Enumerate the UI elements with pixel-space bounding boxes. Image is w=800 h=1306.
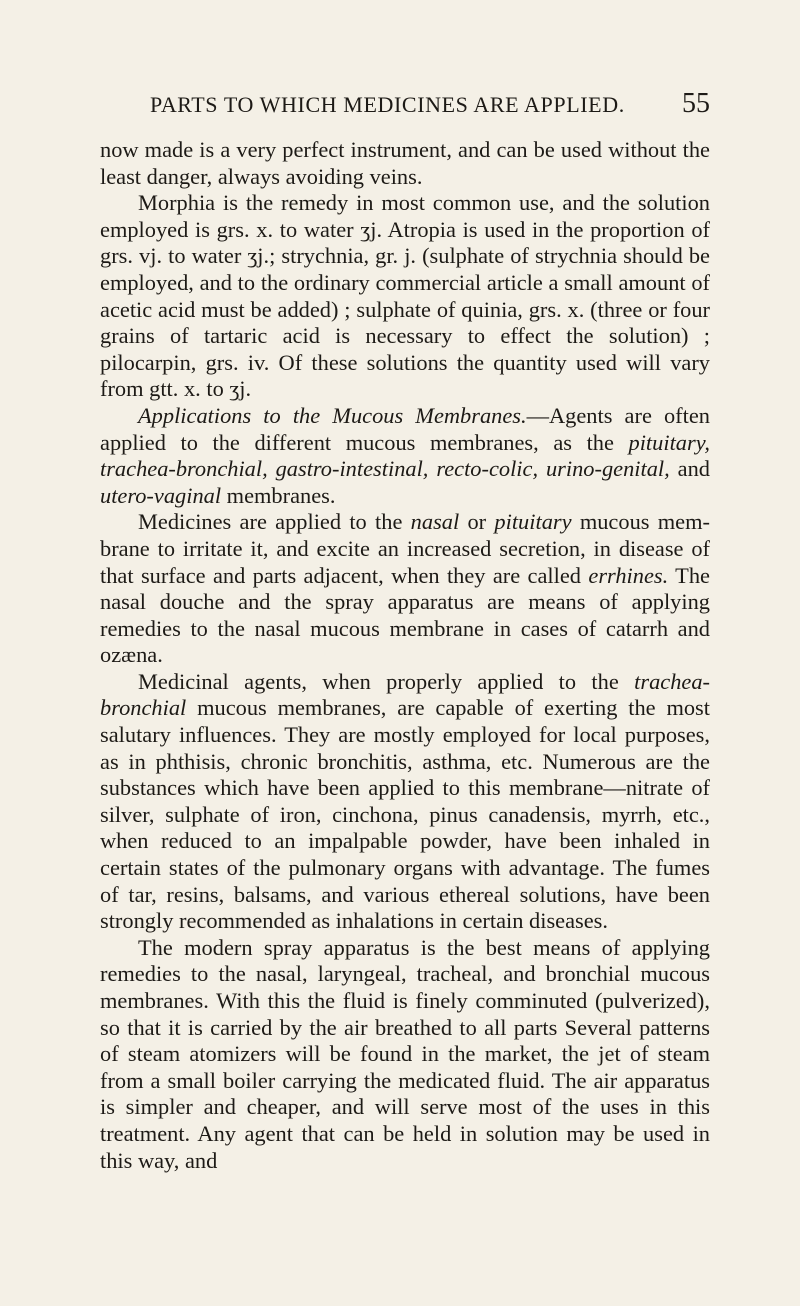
- italic-text: nasal: [410, 509, 460, 535]
- body-text: [100, 137, 710, 1174]
- paragraph: [100, 509, 710, 669]
- italic-text: pituitary,: [628, 429, 710, 455]
- italic-text: errhines.: [588, 562, 669, 588]
- page-number: 55: [682, 88, 710, 119]
- paragraph: [100, 669, 710, 935]
- text-run: —Agents are often applied to the different mucous membranes, as the: [100, 402, 710, 455]
- paragraph: [100, 190, 710, 403]
- paragraph: [100, 935, 710, 1174]
- text-run: mucous membrane to irritate it, and excite an increased secretion, in disease of that surface and parts adjacent, when they are called: [100, 509, 710, 588]
- text-run: The nasal douche and the spray apparatus are means of applying remedies to the nasal mucous membrane in cases of catarrh and ozæna.: [100, 562, 710, 668]
- text-run: mucous membranes, are capable of exerting the most salutary influences. They are mostly employed for local purposes, as in phthisis, chronic bronchitis, asthma, etc. Numerous are the substances which have been applied to this membrane—nitrate of silver, sulphate of iron, cinchona, pinus canadensis, myrrh, etc., when reduced to an impalpable powder, have been inhaled in certain states of the pulmonary organs with advantage. The fumes of tar, resins, balsams, and various ethereal solutions, have been strongly recommended as inhalations in certain diseases.: [100, 695, 710, 934]
- text-run: The modern spray apparatus is the best means of applying remedies to the nasal, laryngeal, tracheal, and bronchial mucous membranes. With this the fluid is finely comminuted (pulverized), so that it is carried by the air breathed to all parts Several patterns of steam atomizers will be found in the market, the jet of steam from a small boiler carrying the medicated fluid. The air apparatus is simpler and cheaper, and will serve most of the uses in this treatment. Any agent that can be held in solution may be used in this way, and: [100, 934, 710, 1173]
- italic-text: trachea-bronchial, gastro-intestinal, recto-colic, urino-genital,: [100, 456, 670, 482]
- paragraph: [100, 137, 710, 190]
- running-title: PARTS TO WHICH MEDICINES ARE APPLIED.: [150, 92, 625, 117]
- italic-text: Applications to the Mucous Membranes.: [138, 402, 527, 428]
- text-run: Medicines are applied to the: [138, 509, 411, 535]
- running-head: [100, 88, 710, 122]
- italic-text: utero-vaginal: [100, 482, 222, 508]
- paragraph: [100, 403, 710, 509]
- text-run: and: [669, 456, 710, 482]
- italic-text: trachea-bronchial: [100, 668, 710, 721]
- text-run: Morphia is the remedy in most common use, and the solution employed is grs. x. to water ʒj. Atropia is used in the proportion of grs. vj. to water ʒj.; strychnia, gr. j. (sulphate of strychnia should be employed, and to the ordinary commercial article a small amount of acetic acid must be added) ; sulphate of quinia, grs. x. (three or four grains of tartaric acid is necessary to effect the solution) ; pilocarpin, grs. iv. Of these solutions the quantity used will vary from gtt. x. to ʒj.: [100, 190, 710, 402]
- text-run: Medicinal agents, when properly applied to the: [138, 668, 635, 694]
- text-run: membranes.: [221, 482, 336, 508]
- italic-text: pituitary: [494, 509, 572, 535]
- text-run: or: [459, 509, 495, 535]
- text-run: now made is a very perfect instrument, and can be used without the least danger, always avoiding veins.: [100, 137, 710, 189]
